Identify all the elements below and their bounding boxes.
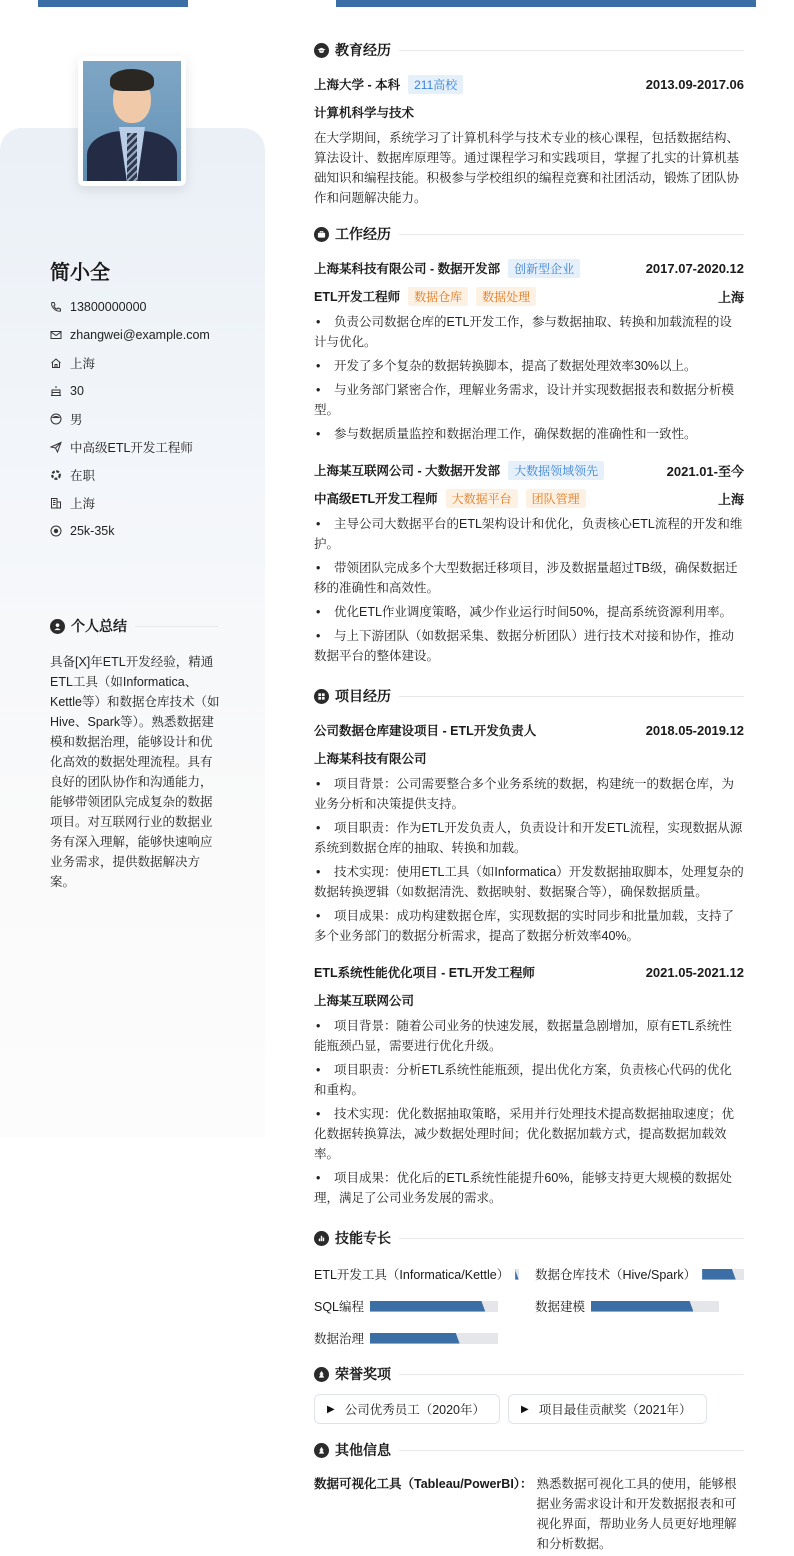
education-description: 在大学期间，系统学习了计算机科学与技术专业的核心课程，包括数据结构、算法设计、数据库原理等。通过课程学习和实践项目，掌握了扎实的计算机基础知识和编程技能。积极参与学校组织的编程竞赛和社团活动，锻炼了团队协作和问题解决能力。 xyxy=(314,131,740,205)
skill-bar-fill xyxy=(515,1269,518,1280)
job-company: 上海某互联网公司 - 大数据开发部 xyxy=(314,464,501,478)
status-icon xyxy=(50,469,62,481)
skill-bar xyxy=(370,1333,498,1344)
list-item: • 负责公司数据仓库的ETL开发工作，参与数据抽取、转换和加载流程的设计与优化。 xyxy=(314,312,744,352)
gender-icon xyxy=(50,413,62,425)
job-entry xyxy=(314,456,744,666)
list-item: • 项目背景：公司需要整合多个业务系统的数据，构建统一的数据仓库，为业务分析和决策提供支持。 xyxy=(314,774,744,814)
education-heading xyxy=(314,38,744,62)
education-tag: 211高校 xyxy=(408,75,463,94)
job-company: 上海某科技有限公司 - 数据开发部 xyxy=(314,262,501,276)
age-icon xyxy=(50,385,62,397)
list-item: • 项目成果：成功构建数据仓库，实现数据的实时同步和批量加载，支持了多个业务部门的数据分析需求，提高了数据分析效率40%。 xyxy=(314,906,744,946)
skill-item xyxy=(535,1258,744,1290)
info-position-value: 中高级ETL开发工程师 xyxy=(70,441,193,455)
list-item: • 主导公司大数据平台的ETL架构设计和优化，负责核心ETL流程的开发和维护。 xyxy=(314,514,744,554)
info-gender-value: 男 xyxy=(70,413,83,427)
send-icon xyxy=(50,441,62,453)
project-name: 公司数据仓库建设项目 - ETL开发负责人 xyxy=(314,724,537,738)
list-item: • 项目职责：作为ETL开发负责人，负责设计和开发ETL流程，实现数据从源系统到数据仓库的抽取、转换和加载。 xyxy=(314,818,744,858)
skill-name: 数据建模 xyxy=(535,1300,586,1314)
list-item: • 带领团队完成多个大型数据迁移项目，涉及数据量超过TB级，确保数据迁移的准确性和高效性。 xyxy=(314,558,744,598)
award-icon xyxy=(314,1367,329,1382)
info-phone xyxy=(50,293,210,321)
info-location xyxy=(50,349,210,377)
salary-icon xyxy=(50,525,62,537)
info-location-value: 上海 xyxy=(70,357,96,371)
project-entry xyxy=(314,716,744,946)
summary-text: 具备[X]年ETL开发经验，精通ETL工具（如Informatica、Kettle等）和数据仓库技术（如Hive、Spark等）。熟悉数据建模和数据治理，能够设计和优化高效的数据处理流程。具有良好的团队协作和沟通能力，能够带领团队完成复杂的数据项目。对互联网行业的数据业务有深入理解，能够快速响应业务需求，提供数据解决方案。 xyxy=(50,655,220,889)
list-item: • 项目职责：分析ETL系统性能瓶颈，提出优化方案，负责核心代码的优化和重构。 xyxy=(314,1060,744,1100)
top-accent-bar-right xyxy=(336,0,756,7)
skill-bar-fill xyxy=(370,1301,485,1312)
bar-chart-icon xyxy=(314,1231,329,1246)
list-item: • 项目成果：优化后的ETL系统性能提升60%，能够支持更大规模的数据处理，满足了公司业务发展的需求。 xyxy=(314,1168,744,1208)
other-heading xyxy=(314,1438,744,1462)
skill-name: 数据治理 xyxy=(314,1332,365,1346)
info-email xyxy=(50,321,210,349)
other-key: 数据可视化工具（Tableau/PowerBI）： xyxy=(314,1477,533,1491)
building-icon xyxy=(50,497,62,509)
other-item xyxy=(314,1474,744,1554)
award-item xyxy=(508,1394,707,1424)
work-title: 工作经历 xyxy=(335,226,391,242)
other-value: 熟悉数据可视化工具的使用，能够根据业务需求设计和开发数据报表和可视化界面，帮助业务人员更好地理解和分析数据。 xyxy=(536,1477,737,1551)
info-salary xyxy=(50,517,210,545)
job-company-tag: 大数据领域领先 xyxy=(508,461,604,480)
awards-list xyxy=(314,1394,744,1424)
skill-bar xyxy=(591,1301,719,1312)
skill-bar xyxy=(702,1269,744,1280)
job-position: 中高级ETL开发工程师 xyxy=(314,492,438,506)
list-item: • 技术实现：优化数据抽取策略，采用并行处理技术提高数据抽取速度；优化数据转换算法，减少数据处理时间；优化数据加载方式，提高数据加载效率。 xyxy=(314,1104,744,1164)
skill-name: ETL开发工具（Informatica/Kettle） xyxy=(314,1268,510,1282)
job-bullets xyxy=(314,514,744,666)
other-title: 其他信息 xyxy=(335,1442,391,1458)
list-item: • 参与数据质量监控和数据治理工作，确保数据的准确性和一致性。 xyxy=(314,424,744,444)
education-header-row xyxy=(314,70,744,98)
info-phone-value: 13800000000 xyxy=(70,300,147,314)
skills-heading xyxy=(314,1226,744,1250)
skill-bar-fill xyxy=(591,1301,693,1312)
job-tag: 数据处理 xyxy=(476,287,536,306)
tree-icon xyxy=(314,1443,329,1458)
profile-name: 简小全 xyxy=(50,262,110,284)
skill-item xyxy=(314,1258,535,1290)
project-bullets xyxy=(314,774,744,946)
projects-heading xyxy=(314,684,744,708)
info-status-value: 在职 xyxy=(70,469,96,483)
awards-title: 荣誉奖项 xyxy=(335,1366,391,1382)
job-tag: 数据仓库 xyxy=(408,287,468,306)
info-salary-value: 25k-35k xyxy=(70,524,115,538)
job-location: 上海 xyxy=(717,491,744,507)
job-entry xyxy=(314,254,744,444)
education-period: 2013.09-2017.06 xyxy=(645,76,744,92)
awards-heading xyxy=(314,1362,744,1386)
work-heading xyxy=(314,222,744,246)
job-period: 2021.01-至今 xyxy=(666,463,744,479)
skill-bar-fill xyxy=(370,1333,460,1344)
profile-photo xyxy=(83,61,181,181)
list-item: • 技术实现：使用ETL工具（如Informatica）开发数据抽取脚本，处理复杂的数据转换逻辑（如数据清洗、数据映射、数据聚合等），确保数据质量。 xyxy=(314,862,744,902)
job-bullets xyxy=(314,312,744,444)
info-gender xyxy=(50,405,210,433)
skill-item xyxy=(314,1290,535,1322)
project-name: ETL系统性能优化项目 - ETL开发工程师 xyxy=(314,966,535,980)
skill-bar xyxy=(515,1269,519,1280)
job-position: ETL开发工程师 xyxy=(314,290,401,304)
award-label: 项目最佳贡献奖（2021年） xyxy=(538,1403,692,1417)
info-status xyxy=(50,461,210,489)
project-period: 2021.05-2021.12 xyxy=(645,964,744,980)
info-position xyxy=(50,433,210,461)
grid-icon xyxy=(314,689,329,704)
main-content xyxy=(314,38,744,1554)
info-city-value: 上海 xyxy=(70,497,96,511)
top-accent-bar-left xyxy=(38,0,188,7)
briefcase-icon xyxy=(314,227,329,242)
graduation-cap-icon xyxy=(314,43,329,58)
skill-bar-fill xyxy=(702,1269,736,1280)
skill-bar xyxy=(370,1301,498,1312)
summary-title: 个人总结 xyxy=(71,618,127,634)
list-item: • 与业务部门紧密合作，理解业务需求，设计并实现数据报表和数据分析模型。 xyxy=(314,380,744,420)
project-period: 2018.05-2019.12 xyxy=(645,722,744,738)
project-company: 上海某科技有限公司 xyxy=(314,752,427,766)
contact-info-list xyxy=(50,293,210,545)
triangle-right-icon: ▶ xyxy=(521,1403,529,1415)
award-item xyxy=(314,1394,500,1424)
job-location: 上海 xyxy=(717,289,744,305)
info-age-value: 30 xyxy=(70,384,84,398)
project-company: 上海某互联网公司 xyxy=(314,994,415,1008)
projects-title: 项目经历 xyxy=(335,688,391,704)
list-item: • 开发了多个复杂的数据转换脚本，提高了数据处理效率30%以上。 xyxy=(314,356,744,376)
project-bullets xyxy=(314,1016,744,1208)
skill-name: SQL编程 xyxy=(314,1300,365,1314)
skill-name: 数据仓库技术（Hive/Spark） xyxy=(535,1268,697,1282)
job-period: 2017.07-2020.12 xyxy=(645,260,744,276)
user-icon xyxy=(50,619,65,634)
skill-item xyxy=(535,1290,744,1322)
info-age xyxy=(50,377,210,405)
job-tag: 团队管理 xyxy=(526,489,586,508)
triangle-right-icon: ▶ xyxy=(327,1403,335,1415)
info-email-value: zhangwei@example.com xyxy=(70,328,210,342)
mail-icon xyxy=(50,329,62,341)
award-label: 公司优秀员工（2020年） xyxy=(344,1403,486,1417)
skill-item xyxy=(314,1322,535,1354)
project-entry xyxy=(314,958,744,1208)
list-item: • 与上下游团队（如数据采集、数据分析团队）进行技术对接和协作，推动数据平台的整体建设。 xyxy=(314,626,744,666)
education-title: 教育经历 xyxy=(335,42,391,58)
skills-grid xyxy=(314,1258,744,1354)
education-school: 上海大学 - 本科 xyxy=(314,78,401,92)
job-tag: 大数据平台 xyxy=(446,489,518,508)
avatar xyxy=(78,56,186,186)
summary-heading xyxy=(50,616,218,636)
education-major-row xyxy=(314,98,744,126)
home-icon xyxy=(50,357,62,369)
education-major: 计算机科学与技术 xyxy=(314,106,415,120)
skills-title: 技能专长 xyxy=(335,1230,391,1246)
phone-icon xyxy=(50,301,62,313)
job-company-tag: 创新型企业 xyxy=(508,259,580,278)
list-item: • 优化ETL作业调度策略，减少作业运行时间50%，提高系统资源利用率。 xyxy=(314,602,744,622)
info-city xyxy=(50,489,210,517)
list-item: • 项目背景：随着公司业务的快速发展，数据量急剧增加，原有ETL系统性能瓶颈凸显，需要进行优化升级。 xyxy=(314,1016,744,1056)
